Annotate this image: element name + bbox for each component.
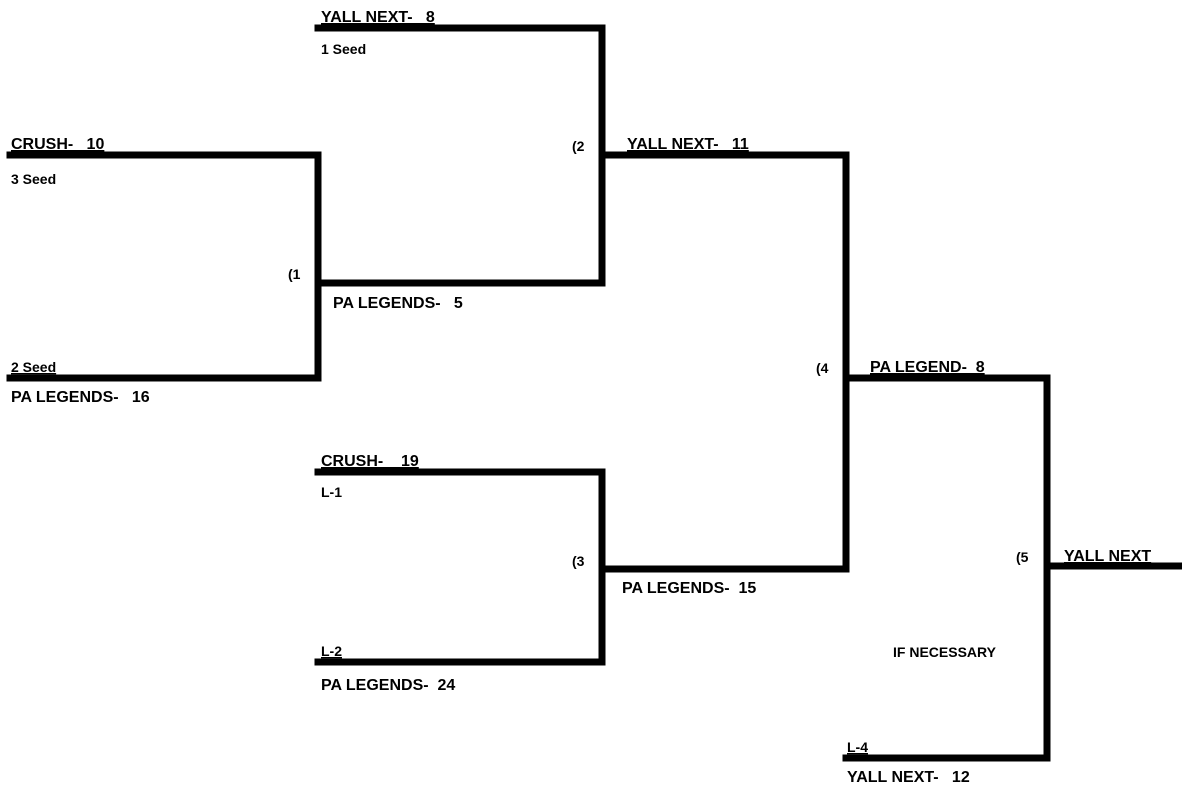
game-number-1: (1 xyxy=(288,266,301,282)
seed-label-g3-bottom: L-2 xyxy=(321,643,342,659)
team-label-g3-winner: PA LEGENDS- 15 xyxy=(622,580,757,597)
team-label-g5-top: YALL NEXT xyxy=(1064,548,1152,565)
team-label-g3-top: CRUSH- 19 xyxy=(321,453,419,470)
team-label-g1-winner: PA LEGENDS- 5 xyxy=(333,295,463,312)
seed-label-g3-top: L-1 xyxy=(321,484,342,500)
seed-label-g1-top: 3 Seed xyxy=(11,171,57,187)
team-label-g4-winner: PA LEGEND- 8 xyxy=(870,359,985,376)
team-label-g2-top: YALL NEXT- 8 xyxy=(321,9,435,26)
team-label-g2-winner: YALL NEXT- 11 xyxy=(627,136,749,153)
game-number-3: (3 xyxy=(572,553,585,569)
game-number-4: (4 xyxy=(816,360,829,376)
seed-label-g5-bottom: L-4 xyxy=(847,739,868,755)
if-necessary-note: IF NECESSARY xyxy=(893,644,996,660)
team-label-g1-bottom: PA LEGENDS- 16 xyxy=(11,389,150,406)
team-label-g3-bottom: PA LEGENDS- 24 xyxy=(321,677,456,694)
game-number-2: (2 xyxy=(572,138,585,154)
team-label-g5-bottom: YALL NEXT- 12 xyxy=(847,769,970,786)
seed-label-g2-top: 1 Seed xyxy=(321,41,367,57)
game-number-5: (5 xyxy=(1016,549,1029,565)
team-label-g1-top: CRUSH- 10 xyxy=(11,136,105,153)
seed-label-g1-bottom: 2 Seed xyxy=(11,359,57,375)
